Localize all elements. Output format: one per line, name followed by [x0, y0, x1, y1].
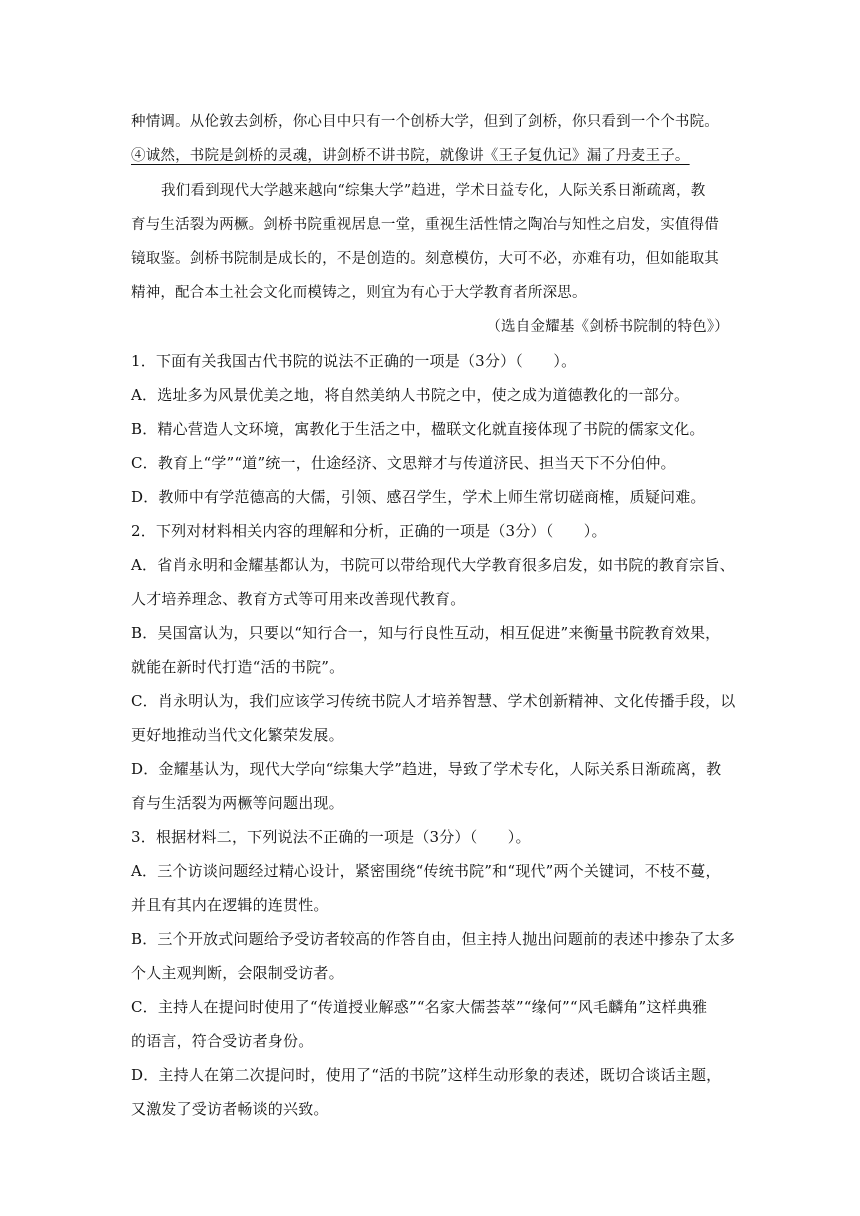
question-2-option-a-cont: 人才培养理念、教育方式等可用来改善现代教育。 [131, 590, 466, 608]
question-3-stem: 3．根据材料二，下列说法不正确的一项是（3分）（ ）。 [131, 828, 531, 846]
question-3-option-b-cont: 个人主观判断，会限制受访者。 [131, 964, 344, 982]
question-2-option-b-cont: 就能在新时代打造“活的书院”。 [131, 658, 345, 676]
passage-line: 精神，配合本土社会文化而模铸之，则宜为有心于大学教育者所深思。 [131, 285, 587, 301]
question-3-option-d-cont: 又激发了受访者畅谈的兴致。 [131, 1100, 329, 1118]
question-2-option-a: A．省肖永明和金耀基都认为，书院可以带给现代大学教育很多启发，如书院的教育宗旨、 [131, 556, 735, 574]
passage-line: 镜取鉴。剑桥书院制是成长的，不是创造的。刻意模仿，大可不必，亦难有功，但如能取其 [131, 251, 719, 267]
question-1-option-b: B．精心营造人文环境，寓教化于生活之中，楹联文化就直接体现了书院的儒家文化。 [131, 420, 705, 438]
passage-line: 我们看到现代大学越来越向“综集大学”趋进，学术日益专化，人际关系日渐疏离，教 [161, 183, 706, 199]
question-3-option-d: D．主持人在第二次提问时，使用了“活的书院”这样生动形象的表述，既切合谈话主题， [131, 1066, 722, 1084]
question-3-option-a: A．三个访谈问题经过精心设计，紧密围绕“传统书院”和“现代”两个关键词，不枝不蔓， [131, 862, 721, 880]
question-2-option-d: D．金耀基认为，现代大学向“综集大学”趋进，导致了学术专化，人际关系日渐疏离，教 [131, 760, 722, 778]
passage-source: （选自金耀基《剑桥书院制的特色》） [486, 319, 729, 335]
question-3-option-c-cont: 的语言，符合受访者身份。 [131, 1032, 314, 1050]
question-2-option-b: B．吴国富认为，只要以“知行合一，知与行良性互动，相互促进”来衡量书院教育效果， [131, 624, 721, 642]
question-3-option-a-cont: 并且有其内在逻辑的连贯性。 [131, 896, 329, 914]
question-2-option-c: C．肖永明认为，我们应该学习传统书院人才培养智慧、学术创新精神、文化传播手段，以 [131, 692, 736, 710]
passage-line-underlined: ④诚然，书院是剑桥的灵魂，讲剑桥不讲书院，就像讲《王子复仇记》漏了丹麦王子。 [131, 148, 690, 164]
question-1-option-c: C．教育上“学”“道”统一，仕途经济、文思辩才与传道济民、担当天下不分伯仲。 [131, 454, 676, 472]
passage-line: 育与生活裂为两橛。剑桥书院重视居息一堂，重视生活性情之陶冶与知性之启发，实值得借 [131, 217, 719, 233]
question-3-option-c: C．主持人在提问时使用了“传道授业解惑”“名家大儒荟萃”“缘何”“风毛麟角”这样典雅 [131, 998, 708, 1016]
question-1-stem: 1．下面有关我国古代书院的说法不正确的一项是（3分）（ ）。 [131, 352, 577, 370]
question-3-option-b: B．三个开放式问题给予受访者较高的作答自由，但主持人抛出问题前的表述中掺杂了太多 [131, 930, 736, 948]
question-1-option-d: D．教师中有学范德高的大儒，引领、感召学生，学术上师生常切磋商榷，质疑问难。 [131, 488, 706, 506]
passage-line: 种情调。从伦敦去剑桥，你心目中只有一个创桥大学，但到了剑桥，你只看到一个个书院。 [131, 114, 719, 130]
question-2-stem: 2．下列对材料相关内容的理解和分析，正确的一项是（3分）（ ）。 [131, 522, 607, 540]
question-2-option-c-cont: 更好地推动当代文化繁荣发展。 [131, 726, 344, 744]
question-1-option-a: A．选址多为风景优美之地，将自然美纳人书院之中，使之成为道德教化的一部分。 [131, 386, 690, 404]
question-2-option-d-cont: 育与生活裂为两橛等问题出现。 [131, 794, 344, 812]
